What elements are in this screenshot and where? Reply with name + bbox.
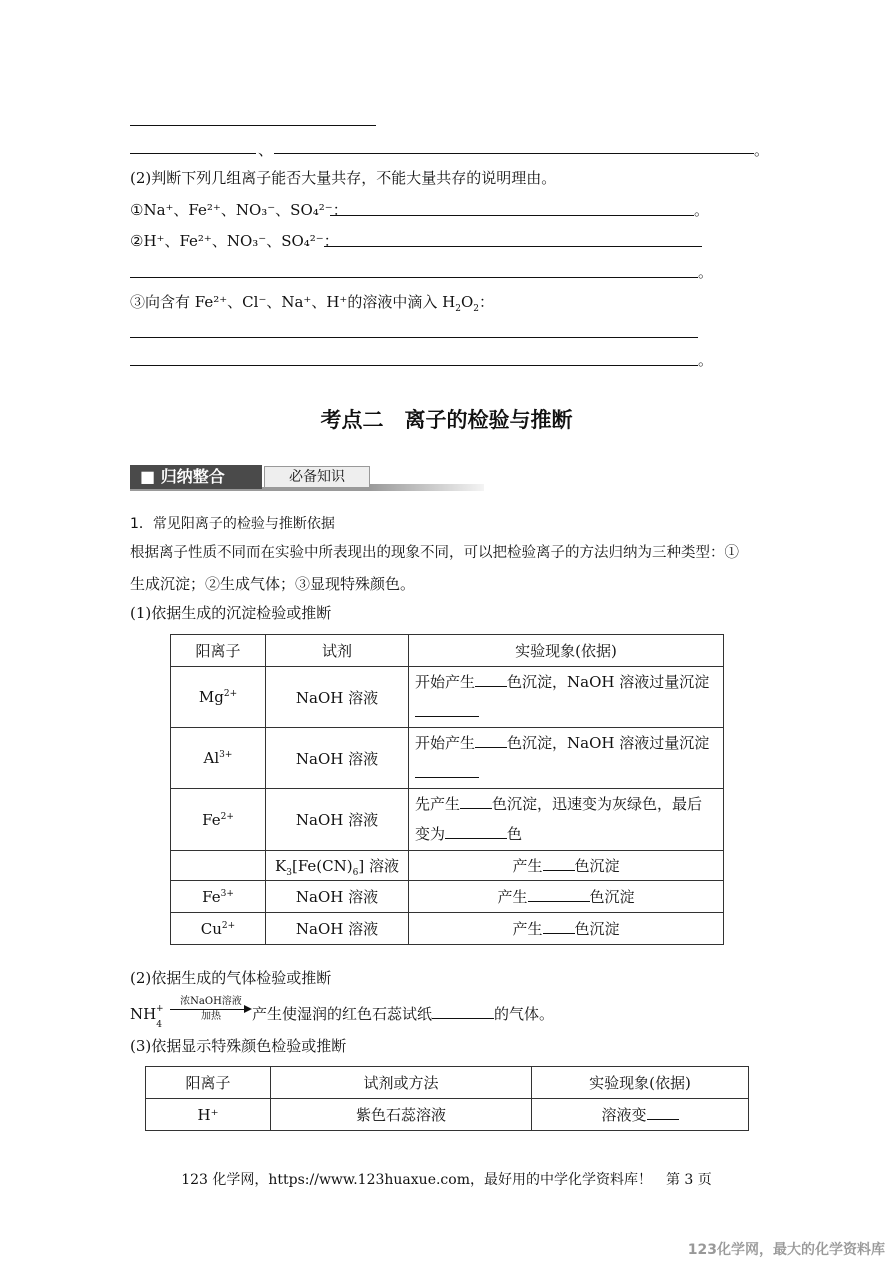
answer-blank[interactable]: [543, 856, 575, 871]
answer-line[interactable]: [274, 153, 754, 154]
phenomenon-cell: 先产生 色沉淀，迅速变为灰绿色，最后 变为 色: [409, 789, 724, 851]
watermark: 123化学网，最大的化学资料库: [687, 1242, 885, 1258]
item-2-label: ②H⁺、Fe²⁺、NO₃⁻、SO₄²⁻：: [130, 232, 339, 250]
banner-sub-label: 必备知识: [264, 466, 370, 488]
phenomenon-cell: 产生 色沉淀: [409, 913, 724, 945]
page-footer: 123 化学网，https://www.123huaxue.com，最好用的中学化学资料库！ 第 3 页: [181, 1172, 712, 1188]
item-1-label: ①Na⁺、Fe²⁺、NO₃⁻、SO₄²⁻：: [130, 201, 348, 219]
arrow-condition-top: 浓NaOH溶液: [180, 996, 242, 1007]
reagent-cell: NaOH 溶液: [266, 881, 409, 913]
ion-cell: $Fe^{2+}$: [171, 789, 266, 851]
ion-cell: $Al^{3+}$: [171, 728, 266, 789]
answer-blank[interactable]: [432, 1004, 494, 1019]
item-3-label: ③向含有 Fe²⁺、Cl⁻、Na⁺、H⁺的溶液中滴入 $H_2O_2$：: [130, 293, 494, 314]
banner-fade: [370, 484, 484, 491]
answer-blank[interactable]: [475, 733, 507, 748]
reaction-arrow: [170, 997, 252, 1025]
ion-cell: $Cu^{2+}$: [171, 913, 266, 945]
answer-line[interactable]: [130, 337, 698, 338]
answer-blank[interactable]: [528, 887, 590, 902]
punctuation: 。: [698, 263, 714, 281]
phenomenon-cell: 开始产生 色沉淀，NaOH 溶液过量沉淀: [409, 667, 724, 728]
arrow-line: [170, 1009, 248, 1010]
paragraph-line-1: 根据离子性质不同而在实验中所表现出的现象不同，可以把检验离子的方法归纳为三种类型：①: [130, 545, 739, 561]
answer-line[interactable]: [324, 246, 702, 247]
ion-cell: $Fe^{3+}$: [171, 881, 266, 913]
answer-blank[interactable]: [543, 919, 575, 934]
phenomenon-cell: 产生 色沉淀: [409, 851, 724, 881]
reagent-cell: $K_3[Fe(CN)_6]$ 溶液: [266, 851, 409, 881]
answer-blank[interactable]: [415, 702, 479, 717]
subheading-3: (3)依据显示特殊颜色检验或推断: [130, 1037, 347, 1055]
answer-blank[interactable]: [460, 794, 492, 809]
answer-blank[interactable]: [647, 1105, 679, 1120]
reagent-cell: NaOH 溶液: [266, 789, 409, 851]
phenomenon-cell: 开始产生 色沉淀，NaOH 溶液过量沉淀: [409, 728, 724, 789]
ion-cell: $Mg^{2+}$: [171, 667, 266, 728]
answer-blank[interactable]: [445, 824, 507, 839]
reagent-cell: 紫色石蕊溶液: [271, 1099, 532, 1131]
answer-line[interactable]: [130, 153, 256, 154]
ion-cell: H⁺: [146, 1099, 271, 1131]
table-header: 阳离子: [171, 635, 266, 667]
phenomenon-cell: 产生 色沉淀: [409, 881, 724, 913]
answer-line[interactable]: [130, 277, 698, 278]
subheading-2: (2)依据生成的气体检验或推断: [130, 969, 332, 987]
table-header: 试剂: [266, 635, 409, 667]
punctuation: 、: [258, 141, 274, 159]
table-header: 实验现象(依据): [532, 1067, 749, 1099]
question-2-intro: (2)判断下列几组离子能否大量共存，不能大量共存的说明理由。: [130, 169, 557, 187]
ion-cell: [171, 851, 266, 881]
answer-line[interactable]: [130, 125, 376, 126]
section-banner: [130, 463, 484, 491]
subheading-1: (1)依据生成的沉淀检验或推断: [130, 604, 332, 622]
paragraph-line-2: 生成沉淀；②生成气体；③显现特殊颜色。: [130, 575, 416, 593]
section-title: 考点二 离子的检验与推断: [320, 408, 573, 432]
reagent-cell: NaOH 溶液: [266, 667, 409, 728]
banner-main-label: ■ 归纳整合: [130, 465, 262, 489]
answer-blank[interactable]: [475, 672, 507, 687]
answer-line[interactable]: [130, 365, 698, 366]
ammonium-formula: $NH_4^+$: [130, 1004, 164, 1030]
table-header: 阳离子: [146, 1067, 271, 1099]
punctuation: 。: [694, 201, 710, 219]
arrow-condition-bottom: 加热: [201, 1011, 221, 1022]
color-table: [145, 1066, 749, 1131]
punctuation: 。: [698, 351, 714, 369]
reagent-cell: NaOH 溶液: [266, 913, 409, 945]
phenomenon-cell: 溶液变: [532, 1099, 749, 1131]
table-header: 实验现象(依据): [409, 635, 724, 667]
answer-blank[interactable]: [415, 763, 479, 778]
ammonium-text: 产生使湿润的红色石蕊试纸 的气体。: [252, 1005, 555, 1023]
punctuation: 。: [754, 141, 770, 159]
table-header: 试剂或方法: [271, 1067, 532, 1099]
answer-line[interactable]: [330, 215, 694, 216]
precipitate-table: [170, 634, 724, 945]
reagent-cell: NaOH 溶液: [266, 728, 409, 789]
heading-1: 1．常见阳离子的检验与推断依据: [130, 516, 335, 532]
